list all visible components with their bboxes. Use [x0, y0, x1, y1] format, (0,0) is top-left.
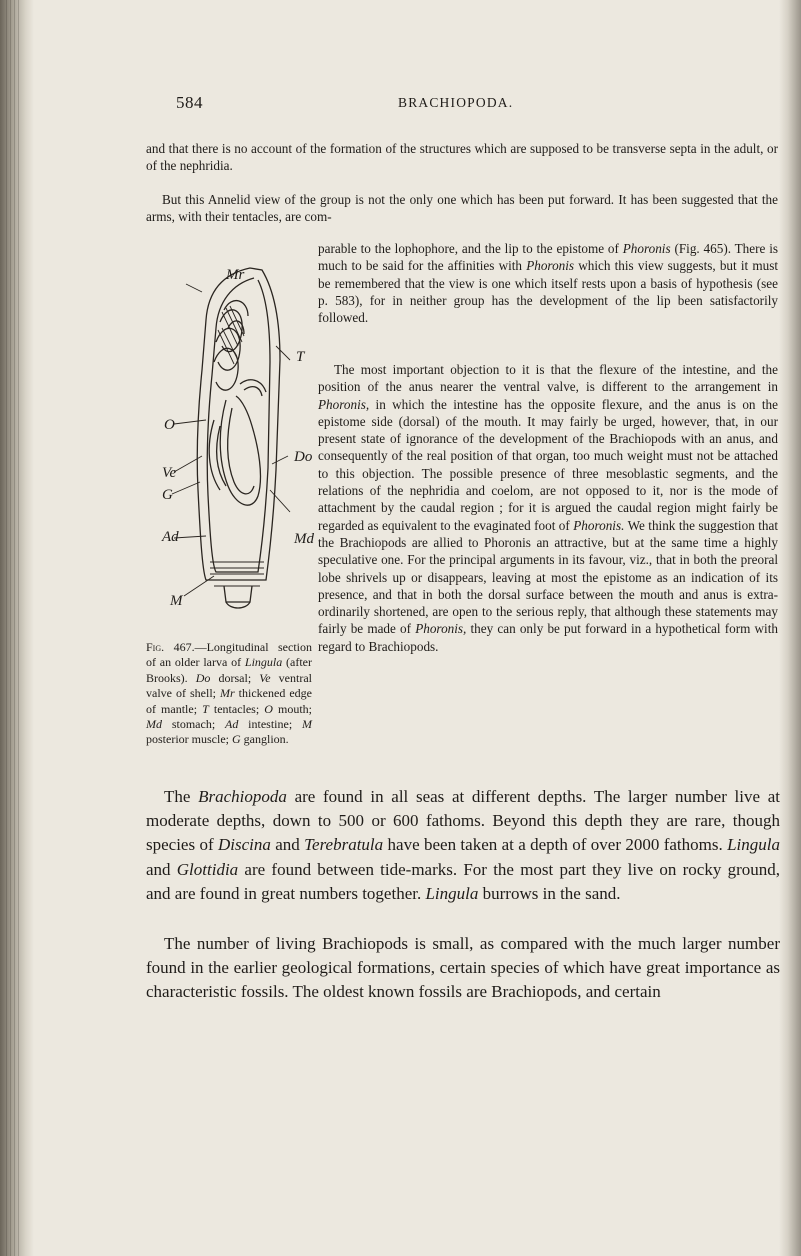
figure-label-do: Do: [294, 449, 313, 465]
figure-label-o: O: [164, 417, 175, 433]
figure-467-lingula-larva: [162, 250, 314, 634]
paragraph-distribution: The Brachiopoda are found in all seas at different depths. The larger number live at moderate depths, down to 500 or 600 fathoms. Beyond this depth they are rare, though species of Discina and Terebratula have been taken at a depth of over 2000 fathoms. Lingula and Glottidia are found between tide-marks. For the most part they live on rocky ground, and are found in great numbers together. Lingula burrows in the sand.: [146, 787, 780, 903]
figure-label-m: M: [170, 593, 183, 609]
paragraph-objection: The most important objection to it is that the flexure of the intestine, and the position of the anus nearer the ventral valve, is different to the arrangement in Phoronis, in which the intestine has the opposite flexure, and the anus is on the epistome side (dorsal) of the mouth. It may fairly be urged, however, that, in our present state of ignorance of the development of the Brachiopods with an anus, and consequently of the real position of that organ, too much weight must not be attached to this objection. The possible presence of three mesoblastic segments, and the relations of the nephridia and coelom, are not opposed to it, nor is the mode of attachment by the caudal region ; for it is argued the caudal region might fairly be regarded as equivalent to the evaginated foot of Phoronis. We think the suggestion that the Brachiopods are allied to Phoronis an attractive, but at the same time a highly speculative one. For the principal arguments in its favour, viz., that in both the preoral lobe shrivels up or disappears, leaving at most the epistome as an indication of its presence, and that in both the dorsal surface between the mouth and anus is extra-ordinarily shortened, are open to the serious reply, that although these statements may fairly be made of Phoronis, they can only be put forward in a hypothetical form with regard to Brachiopods.: [318, 362, 778, 654]
figure-label-t: T: [296, 349, 305, 365]
page-edge-shadow: [779, 0, 801, 1256]
figure-label-ad: Ad: [162, 529, 179, 545]
larva-section-drawing: [162, 250, 314, 634]
paragraph-annelid-view: But this Annelid view of the group is not the only one which has been put forward. It has been suggested that the arms, with their tentacles, are com-: [146, 192, 778, 225]
page-binding-texture: [6, 0, 20, 1256]
running-title: BRACHIOPODA.: [398, 95, 514, 110]
page-number: 584: [176, 93, 203, 112]
figure-label-md: Md: [294, 531, 314, 547]
figure-label-mr: Mr: [226, 267, 245, 283]
figure-caption: Fig. 467.—Longitudinal section of an older larva of Lingula (after Brooks). Do dorsal; Ve ventral valve of shell; Mr thickened edge of mantle; T tentacles; O mouth; Md stomach; Ad intestine; M posterior muscle; G ganglion.: [146, 640, 313, 747]
paragraph-lophophore-comparison: parable to the lophophore, and the lip to the epistome of Phoronis (Fig. 465). There is much to be said for the affinities with Phoronis which this view suggests, but it must be remembered that the view is one which itself rests upon a basis of hypothesis (see p. 583), for in neither group has the development of the lip been satisfactorily followed.: [318, 241, 778, 326]
paragraph-septa: and that there is no account of the formation of the structures which are supposed to be transverse septa in the adult, or of the nephridia.: [146, 141, 778, 174]
paragraph-fossils: The number of living Brachiopods is small, as compared with the much larger number found in the earlier geological formations, certain species of which have great importance as characteristic fossils. The oldest known fossils are Brachiopods, and certain: [146, 934, 780, 1002]
running-head: [176, 93, 776, 117]
figure-label-ve: Ve: [162, 465, 177, 481]
figure-label-g: G: [162, 487, 173, 503]
